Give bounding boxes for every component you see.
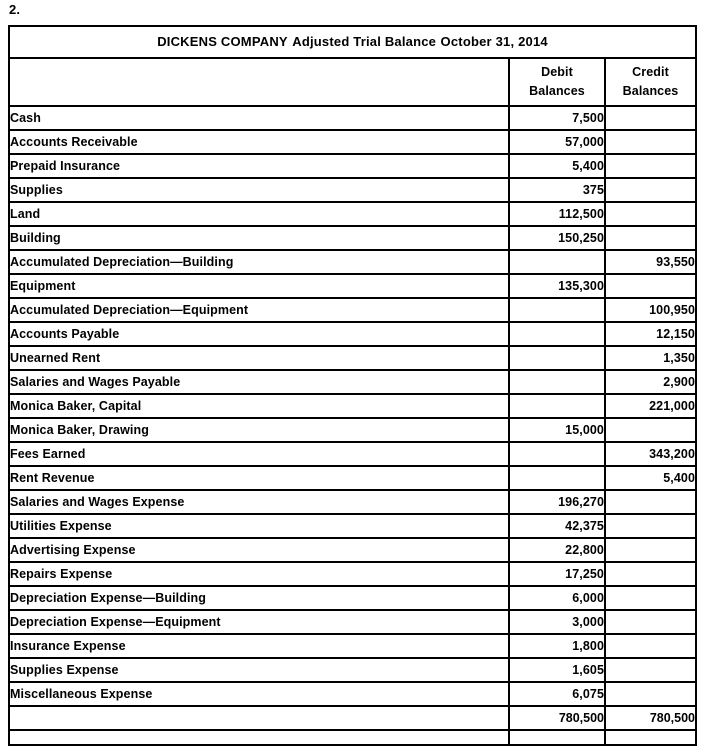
debit-amount: 6,075 bbox=[509, 682, 605, 706]
credit-amount: 221,000 bbox=[605, 394, 696, 418]
report-title: Adjusted Trial Balance bbox=[292, 34, 437, 49]
debit-header-line1: Debit bbox=[541, 65, 573, 79]
account-name: Insurance Expense bbox=[9, 634, 509, 658]
table-row bbox=[9, 154, 696, 178]
debit-amount bbox=[509, 322, 605, 346]
table-row bbox=[9, 514, 696, 538]
account-name: Rent Revenue bbox=[9, 466, 509, 490]
account-name: Accounts Payable bbox=[9, 322, 509, 346]
table-row bbox=[9, 442, 696, 466]
credit-amount bbox=[605, 586, 696, 610]
total-credit-amount: 780,500 bbox=[605, 706, 696, 730]
debit-amount: 6,000 bbox=[509, 586, 605, 610]
debit-amount: 150,250 bbox=[509, 226, 605, 250]
table-row bbox=[9, 394, 696, 418]
trial-balance-container bbox=[8, 25, 695, 746]
account-name: Accumulated Depreciation—Equipment bbox=[9, 298, 509, 322]
account-name: Advertising Expense bbox=[9, 538, 509, 562]
credit-header-line1: Credit bbox=[632, 65, 669, 79]
credit-amount bbox=[605, 682, 696, 706]
account-name: Repairs Expense bbox=[9, 562, 509, 586]
credit-header-line2: Balances bbox=[622, 84, 679, 98]
credit-amount bbox=[605, 658, 696, 682]
account-name: Accounts Receivable bbox=[9, 130, 509, 154]
debit-amount: 57,000 bbox=[509, 130, 605, 154]
account-name: Land bbox=[9, 202, 509, 226]
account-name: Accumulated Depreciation—Building bbox=[9, 250, 509, 274]
table-row bbox=[9, 418, 696, 442]
credit-amount bbox=[605, 274, 696, 298]
table-row bbox=[9, 178, 696, 202]
credit-amount bbox=[605, 202, 696, 226]
table-row bbox=[9, 634, 696, 658]
account-name: Utilities Expense bbox=[9, 514, 509, 538]
table-row bbox=[9, 346, 696, 370]
account-name: Cash bbox=[9, 106, 509, 130]
blank-footer-credit bbox=[605, 730, 696, 745]
credit-amount: 100,950 bbox=[605, 298, 696, 322]
blank-footer-debit bbox=[509, 730, 605, 745]
credit-amount bbox=[605, 418, 696, 442]
table-row bbox=[9, 658, 696, 682]
statement-heading bbox=[9, 26, 696, 58]
table-row bbox=[9, 610, 696, 634]
debit-amount bbox=[509, 298, 605, 322]
debit-amount: 3,000 bbox=[509, 610, 605, 634]
table-row bbox=[9, 250, 696, 274]
adjusted-trial-balance-table bbox=[8, 25, 697, 746]
account-name: Monica Baker, Drawing bbox=[9, 418, 509, 442]
credit-amount bbox=[605, 106, 696, 130]
account-name: Prepaid Insurance bbox=[9, 154, 509, 178]
column-header-credit-balances bbox=[605, 58, 696, 106]
credit-amount bbox=[605, 130, 696, 154]
table-row bbox=[9, 562, 696, 586]
account-name: Miscellaneous Expense bbox=[9, 682, 509, 706]
debit-amount bbox=[509, 346, 605, 370]
account-name: Depreciation Expense—Building bbox=[9, 586, 509, 610]
table-row bbox=[9, 682, 696, 706]
statement-title-row bbox=[9, 26, 696, 58]
credit-amount: 343,200 bbox=[605, 442, 696, 466]
total-debit-amount: 780,500 bbox=[509, 706, 605, 730]
debit-amount bbox=[509, 442, 605, 466]
credit-amount bbox=[605, 562, 696, 586]
table-row bbox=[9, 298, 696, 322]
credit-amount: 1,350 bbox=[605, 346, 696, 370]
credit-amount bbox=[605, 514, 696, 538]
debit-amount bbox=[509, 370, 605, 394]
debit-amount: 375 bbox=[509, 178, 605, 202]
debit-amount bbox=[509, 466, 605, 490]
account-name: Unearned Rent bbox=[9, 346, 509, 370]
credit-amount: 5,400 bbox=[605, 466, 696, 490]
table-row bbox=[9, 226, 696, 250]
credit-amount bbox=[605, 154, 696, 178]
table-row bbox=[9, 106, 696, 130]
account-name: Depreciation Expense—Equipment bbox=[9, 610, 509, 634]
table-row bbox=[9, 322, 696, 346]
debit-amount: 7,500 bbox=[509, 106, 605, 130]
credit-amount bbox=[605, 634, 696, 658]
table-row bbox=[9, 490, 696, 514]
debit-amount: 5,400 bbox=[509, 154, 605, 178]
account-name: Salaries and Wages Expense bbox=[9, 490, 509, 514]
debit-amount: 112,500 bbox=[509, 202, 605, 226]
account-name: Fees Earned bbox=[9, 442, 509, 466]
credit-amount: 93,550 bbox=[605, 250, 696, 274]
credit-amount: 2,900 bbox=[605, 370, 696, 394]
column-header-debit-balances bbox=[509, 58, 605, 106]
totals-row bbox=[9, 706, 696, 730]
table-row bbox=[9, 538, 696, 562]
account-name: Building bbox=[9, 226, 509, 250]
account-name: Equipment bbox=[9, 274, 509, 298]
account-name: Supplies bbox=[9, 178, 509, 202]
credit-amount bbox=[605, 178, 696, 202]
table-row bbox=[9, 466, 696, 490]
blank-footer-description bbox=[9, 730, 509, 745]
debit-amount: 22,800 bbox=[509, 538, 605, 562]
credit-amount bbox=[605, 490, 696, 514]
debit-amount bbox=[509, 250, 605, 274]
debit-header-line2: Balances bbox=[529, 84, 585, 98]
column-header-description bbox=[9, 58, 509, 106]
account-name: Supplies Expense bbox=[9, 658, 509, 682]
blank-footer-row bbox=[9, 730, 696, 745]
debit-amount: 1,605 bbox=[509, 658, 605, 682]
table-row bbox=[9, 586, 696, 610]
problem-number: 2. bbox=[9, 2, 21, 17]
table-row bbox=[9, 370, 696, 394]
debit-amount: 42,375 bbox=[509, 514, 605, 538]
debit-amount bbox=[509, 394, 605, 418]
credit-amount: 12,150 bbox=[605, 322, 696, 346]
debit-amount: 1,800 bbox=[509, 634, 605, 658]
account-name: Salaries and Wages Payable bbox=[9, 370, 509, 394]
debit-amount: 15,000 bbox=[509, 418, 605, 442]
table-row bbox=[9, 130, 696, 154]
totals-label bbox=[9, 706, 509, 730]
account-name: Monica Baker, Capital bbox=[9, 394, 509, 418]
debit-amount: 135,300 bbox=[509, 274, 605, 298]
table-row bbox=[9, 274, 696, 298]
debit-amount: 17,250 bbox=[509, 562, 605, 586]
credit-amount bbox=[605, 226, 696, 250]
company-name: DICKENS COMPANY bbox=[157, 34, 288, 49]
column-header-row bbox=[9, 58, 696, 106]
credit-amount bbox=[605, 538, 696, 562]
debit-amount: 196,270 bbox=[509, 490, 605, 514]
credit-amount bbox=[605, 610, 696, 634]
table-row bbox=[9, 202, 696, 226]
report-date: October 31, 2014 bbox=[440, 34, 548, 49]
